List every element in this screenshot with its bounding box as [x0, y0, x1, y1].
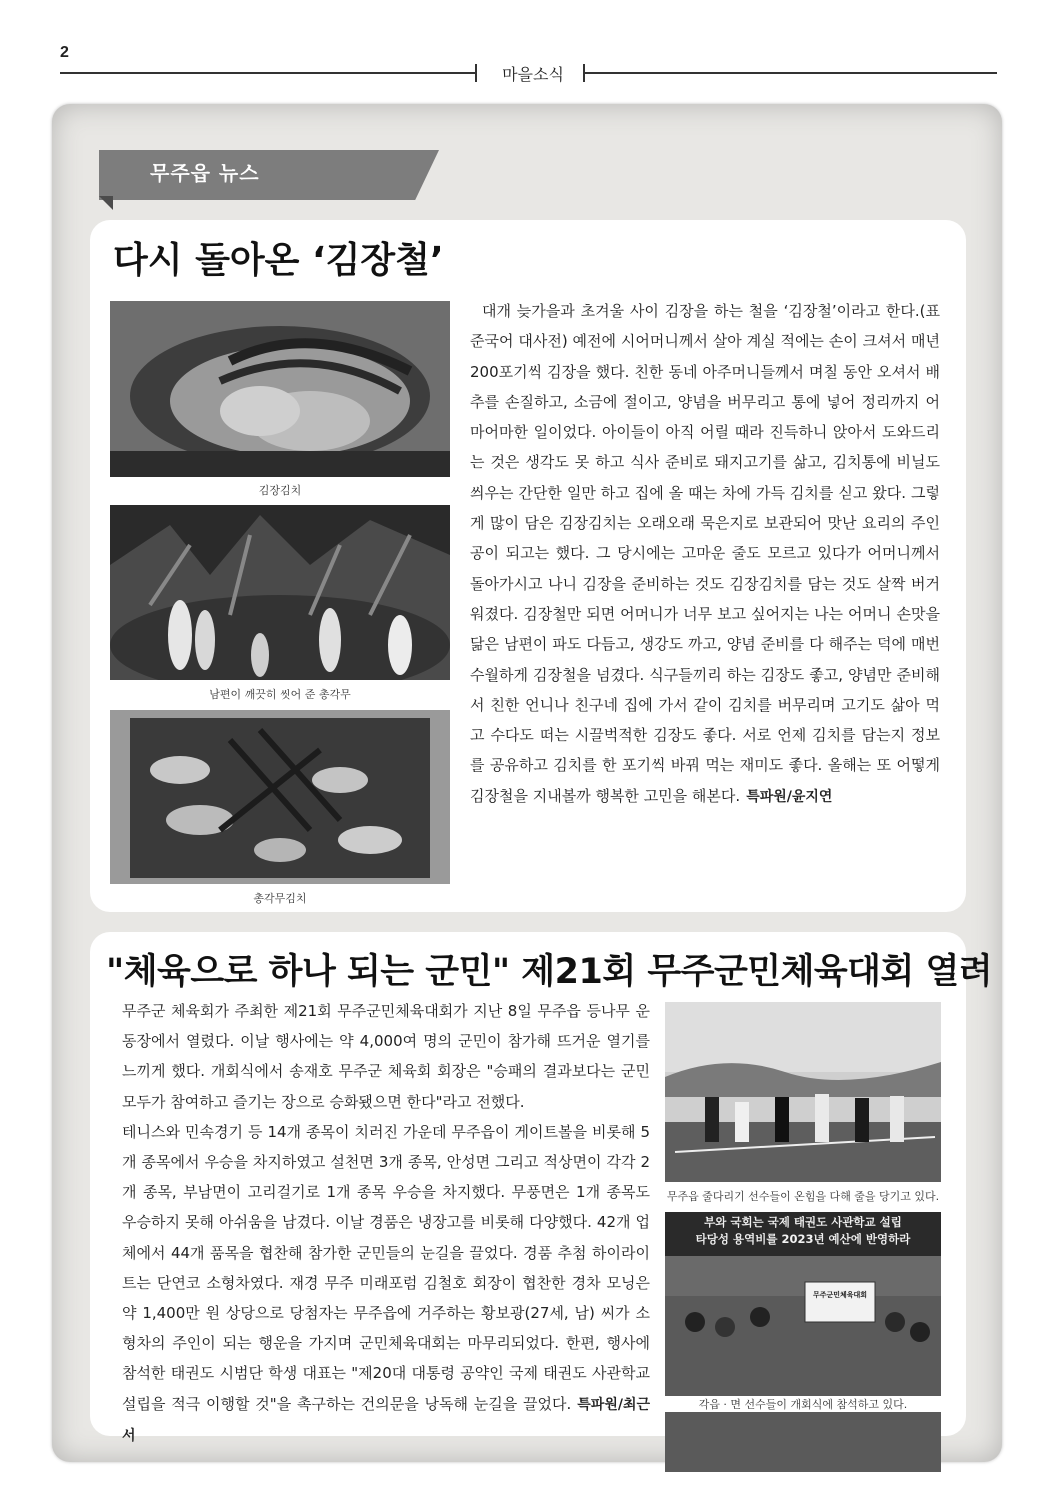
section-tab-label: 무주읍 뉴스 [150, 161, 260, 185]
photo-caption: 총각무김치 [253, 892, 307, 905]
body-text: 대개 늦가을과 초겨울 사이 김장을 하는 철을 ‘김장철’이라고 한다.(표준국어 대사전) 예전에 시어머니께서 살아 계실 적에는 손이 크셔서 매년 200포기씩 김장을 했다. 친한 동네 아주머니들께서 며칠 동안 오셔서 배추를 손질하고, 소금에 절이고, 양념을 버무리고 통에 넣어 정리까지 어마어마한 일이었다. 아이들이 아직 어릴 때라 진득하니 앉아서 도와드리는 것은 생각도 못 하고 식사 준비로 돼지고기를 삶고, 김치통에 비닐도 씌우는 간단한 일만 하고 집에 올 때는 차에 가득 김치를 싣고 왔다. 그렇게 많이 담은 김장김치는 오래오래 묵은지로 보관되어 맛난 요리의 주인공이 되고는 했다. 그 당시에는 고마운 줄도 모르고 있다가 어머니께서 돌아가시고 나니 김장을 준비하는 것도 김장김치를 담는 것도 살짝 버거워졌다. 김장철만 되면 어머니가 너무 보고 싶어지는 나는 어머니 손맛을 닮은 남편이 파도 다듬고, 생강도 까고, 양념 준비를 다 해주는 덕에 매번 수월하게 김장철을 넘겼다. 식구들끼리 하는 김장도 좋고, 양념만 준비해서 친한 언니나 친구네 집에 가서 같이 김치를 버무리며 고기도 삶아 먹고 수다도 떠는 시끌벅적한 김장도 좋다. 서로 언제 김치를 담는지 정보를 공유하고 김치를 한 포기씩 바꿔 먹는 재미도 좋다. 올해는 또 어떻게 김장철을 지내볼까 행복한 고민을 해본다. [470, 302, 940, 805]
team-sign: 무주군민체육대회 [812, 1291, 868, 1299]
header-tick-left [475, 64, 477, 82]
header-rule-right [585, 72, 997, 74]
section-title: 마을소식 [502, 65, 564, 84]
header-rule-left [60, 72, 475, 74]
photo-caption: 각읍 · 면 선수들이 개회식에 참석하고 있다. [665, 1396, 941, 1412]
photo-tug-of-war [665, 1002, 941, 1182]
byline: 특파원/윤지연 [746, 788, 833, 805]
photo-chonggak-kimchi [110, 710, 450, 884]
photo-caption: 김장김치 [258, 484, 302, 497]
body-text: 테니스와 민속경기 등 14개 종목이 치러진 가운데 무주읍이 게이트볼을 비롯해 5개 종목에서 우승을 차지하였고 설천면 3개 종목, 안성면 그리고 적상면이 각각 2개 종목, 부남면이 고리걸기로 1개 종목 우승을 차지했다. 무풍면은 1개 종목도 우승하지 못해 아쉬움을 남겼다. 이날 경품은 냉장고를 비롯해 다양했다. 42개 업체에서 44개 품목을 협찬해 참가한 군민들의 눈길을 끌었다. 경품 추첨 하이라이트는 단연코 소형차였다. 재경 무주 미래포럼 김철호 회장이 협찬한 경차 모닝은 약 1,400만 원 상당으로 당첨자는 무주읍에 거주하는 황보광(27세, 남) 씨가 소형차의 주인이 되는 행운을 가지며 군민체육대회는 마무리되었다. 한편, 행사에 참석한 태권도 시범단 학생 대표는 "제20대 대통령 공약인 국제 태권도 사관학교 설립을 적극 이행할 것"을 촉구하는 건의문을 낭독해 눈길을 끌었다. [122, 1122, 650, 1413]
photo-kimjang-kimchi [110, 301, 450, 477]
photo-caption: 남편이 깨끗히 씻어 준 총각무 [209, 688, 351, 701]
photo-opening-ceremony [665, 1212, 941, 1472]
photo-caption: 무주읍 줄다리기 선수들이 온힘을 다해 줄을 당기고 있다. [666, 1190, 940, 1203]
article-body-kimjang [470, 296, 940, 812]
article-body-sports [110, 996, 650, 1451]
page-number: 2 [60, 44, 69, 61]
body-paragraph: 무주군 체육회가 주최한 제21회 무주군민체육대회가 지난 8일 무주읍 등나무 운동장에서 열렸다. 이날 행사에는 약 4,000여 명의 군민이 참가해 뜨거운 열기를 느끼게 했다. 개회식에서 송재호 무주군 체육회 회장은 "승패의 결과보다는 군민 모두가 참여하고 즐기는 장으로 승화됐으면 한다"라고 전했다. [122, 1002, 650, 1111]
byline: 특파원/최근서 [122, 1396, 650, 1444]
body-paragraph [110, 1117, 650, 1451]
article-title-kimjang: 다시 돌아온 ‘김장철’ [113, 240, 444, 281]
photo-chonggak-radish [110, 505, 450, 680]
article-title-sports: "체육으로 하나 되는 군민" 제21회 무주군민체육대회 열려 [106, 952, 993, 992]
banner-line-1: 부와 국회는 국제 태권도 사관학교 설립 [704, 1215, 902, 1229]
banner-line-2: 타당성 용역비를 2023년 예산에 반영하라 [695, 1232, 911, 1246]
section-tab-fold [99, 196, 113, 210]
